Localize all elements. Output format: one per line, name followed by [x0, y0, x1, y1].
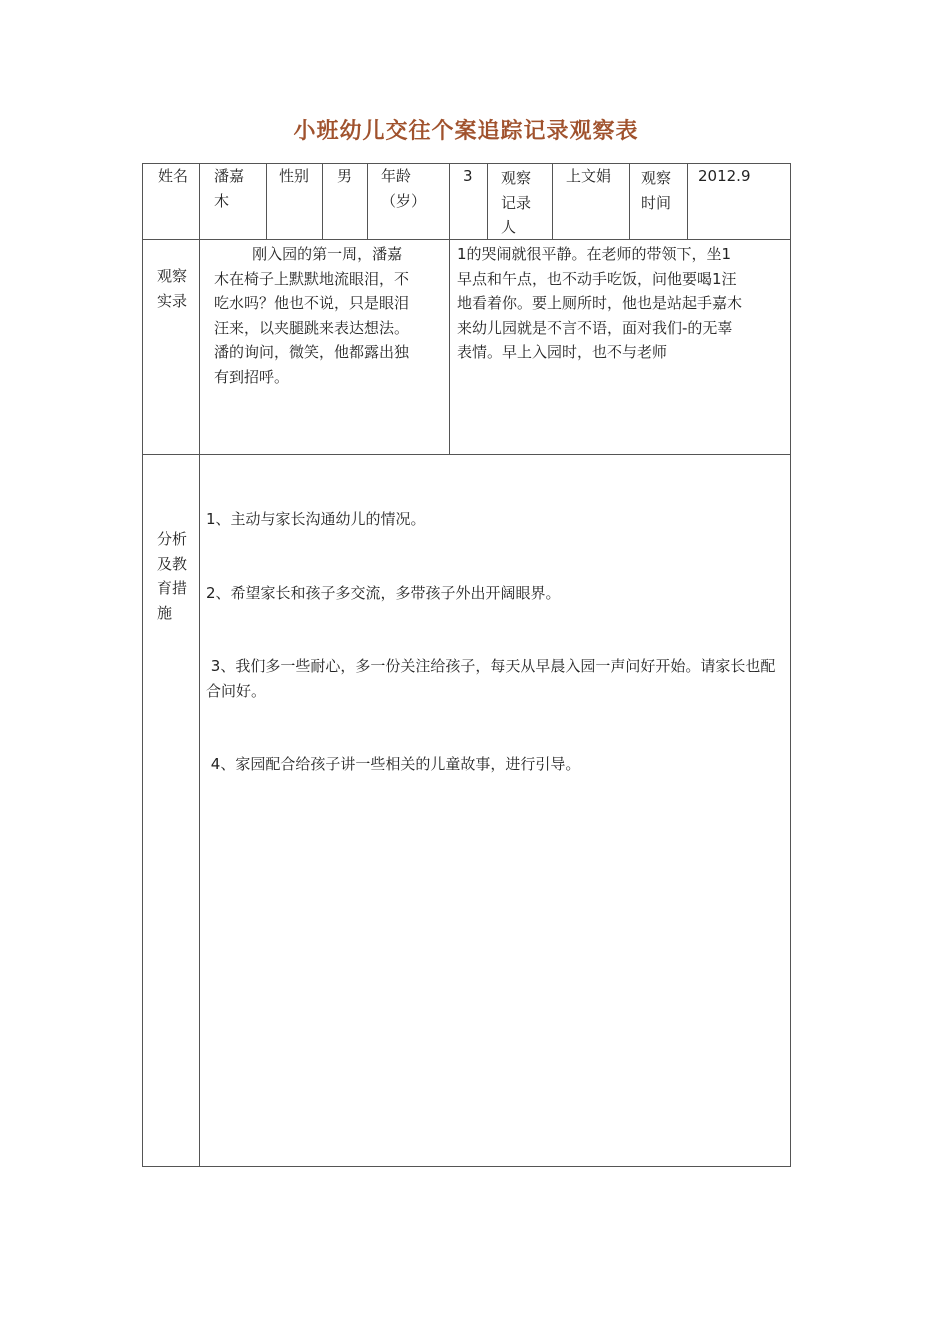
label-column-divider — [199, 163, 200, 1167]
list-item: 1、主动与家长沟通幼儿的情况。 — [206, 510, 426, 528]
gender-value: 男 — [337, 167, 353, 185]
analysis-list — [206, 458, 788, 826]
analysis-label: 分析 及教 育措 施 — [157, 530, 188, 622]
table-border-bottom — [142, 1166, 791, 1167]
row-divider-2 — [142, 454, 791, 455]
header-divider — [687, 163, 688, 240]
header-divider — [266, 163, 267, 240]
row-divider-1 — [142, 239, 791, 240]
header-divider — [552, 163, 553, 240]
record-label: 观察 实录 — [157, 267, 188, 310]
time-label: 观察 时间 — [641, 169, 672, 212]
name-label: 姓名 — [158, 167, 189, 185]
header-divider — [322, 163, 323, 240]
gender-label: 性别 — [279, 167, 310, 185]
header-divider — [629, 163, 630, 240]
table-border-right — [790, 163, 791, 1167]
list-item: 2、希望家长和孩子多交流，多带孩子外出开阔眼界。 — [206, 583, 561, 602]
record-right-text: 1的哭闹就很平静。在老师的带领下，坐1 早点和午点，也不动手吃饭，问他要喝1汪 地看着你。要上厕所时，他也是站起手嘉木 来幼儿园就是不言不语，面对我们-的无辜 表情。早上入园时，也不与老师 — [457, 245, 743, 361]
age-value: 3 — [463, 167, 473, 185]
list-item: 4、家园配合给孩子讲一些相关的儿童故事，进行引导。 — [206, 755, 581, 773]
name-value: 潘嘉 木 — [214, 167, 245, 210]
page-title: 小班幼儿交往个案追踪记录观察表 — [293, 119, 639, 144]
record-column-divider — [449, 239, 450, 455]
age-label: 年龄 （岁） — [381, 167, 427, 210]
header-divider — [449, 163, 450, 240]
observer-label: 观察 记录 人 — [501, 169, 532, 236]
observer-value: 上文娟 — [566, 167, 612, 185]
table-border-left — [142, 163, 143, 1167]
time-value: 2012.9 — [698, 167, 751, 185]
list-item: 3、我们多一些耐心，多一份关注给孩子，每天从早晨入园一声问好开始。请家长也配合问好。 — [206, 657, 776, 700]
header-divider — [367, 163, 368, 240]
record-left-text: 刚入园的第一周，潘嘉 木在椅子上默默地流眼泪，不 吃水吗？他也不说，只是眼泪 汪来，以夹腿跳来表达想法。 潘的询问，微笑，他都露出独 有到招呼。 — [214, 245, 410, 386]
header-divider — [487, 163, 488, 240]
